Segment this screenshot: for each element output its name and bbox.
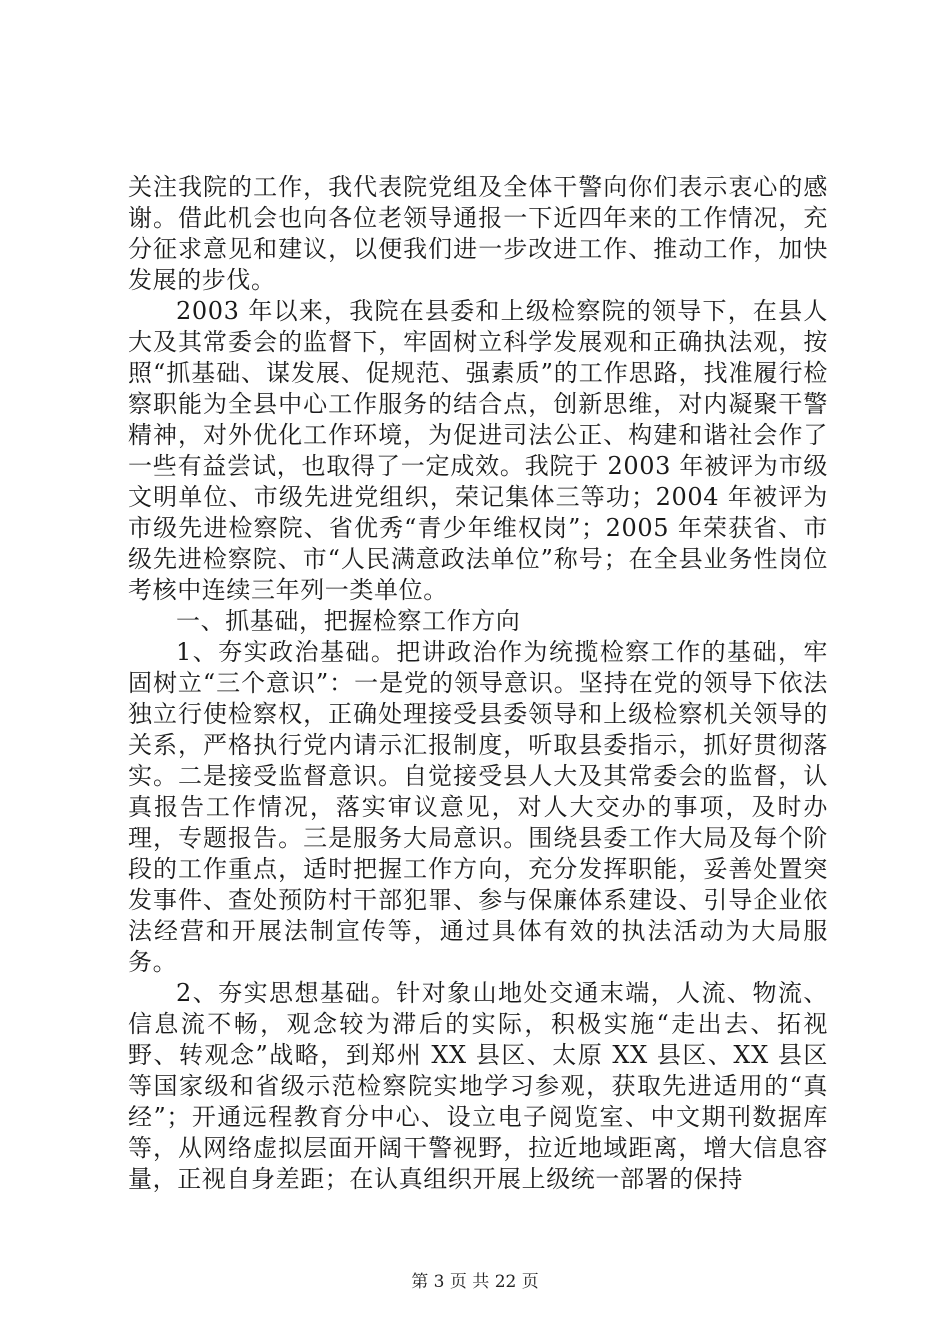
paragraph: 关注我院的工作，我代表院党组及全体干警向你们表示衷心的感谢。借此机会也向各位老领导通报一下近四年来的工作情况，充分征求意见和建议，以便我们进一步改进工作、推动工作，加快发展的步伐。 <box>128 173 828 294</box>
paragraph: 1、夯实政治基础。把讲政治作为统揽检察工作的基础，牢固树立“三个意识”：一是党的领导意识。坚持在党的领导下依法独立行使检察权，正确处理接受县委领导和上级检察机关领导的关系，严格执行党内请示汇报制度，听取县委指示，抓好贯彻落实。二是接受监督意识。自觉接受县人大及其常委会的监督，认真报告工作情况，落实审议意见，对人大交办的事项，及时办理，专题报告。三是服务大局意识。围绕县委工作大局及每个阶段的工作重点，适时把握工作方向，充分发挥职能，妥善处置突发事件、查处预防村干部犯罪、参与保廉体系建设、引导企业依法经营和开展法制宣传等，通过具体有效的执法活动为大局服务。 <box>128 638 828 976</box>
document-body <box>128 172 828 1195</box>
page-number-footer: 第 3 页 共 22 页 <box>411 1272 539 1292</box>
section-heading: 一、抓基础，把握检察工作方向 <box>176 607 521 635</box>
paragraph: 2003 年以来，我院在县委和上级检察院的领导下，在县人大及其常委会的监督下，牢固树立科学发展观和正确执法观，按照“抓基础、谋发展、促规范、强素质”的工作思路，找准履行检察职能为全县中心工作服务的结合点，创新思维，对内凝聚干警精神，对外优化工作环境，为促进司法公正、构建和谐社会作了一些有益尝试，也取得了一定成效。我院于 2003 年被评为市级文明单位、市级先进党组织，荣记集体三等功；2004 年被评为市级先进检察院、省优秀“青少年维权岗”；2005 年荣获省、市级先进检察院、市“人民满意政法单位”称号；在全县业务性岗位考核中连续三年列一类单位。 <box>128 297 828 604</box>
paragraph: 2、夯实思想基础。针对象山地处交通末端，人流、物流、信息流不畅，观念较为滞后的实际，积极实施“走出去、拓视野、转观念”战略，到郑州 XX 县区、太原 XX 县区、XX 县区等国家级和省级示范检察院实地学习参观，获取先进适用的“真经”；开通远程教育分中心、设立电子阅览室、中文期刊数据库等，从网络虚拟层面开阔干警视野，拉近地域距离，增大信息容量，正视自身差距；在认真组织开展上级统一部署的保持 <box>128 979 828 1193</box>
